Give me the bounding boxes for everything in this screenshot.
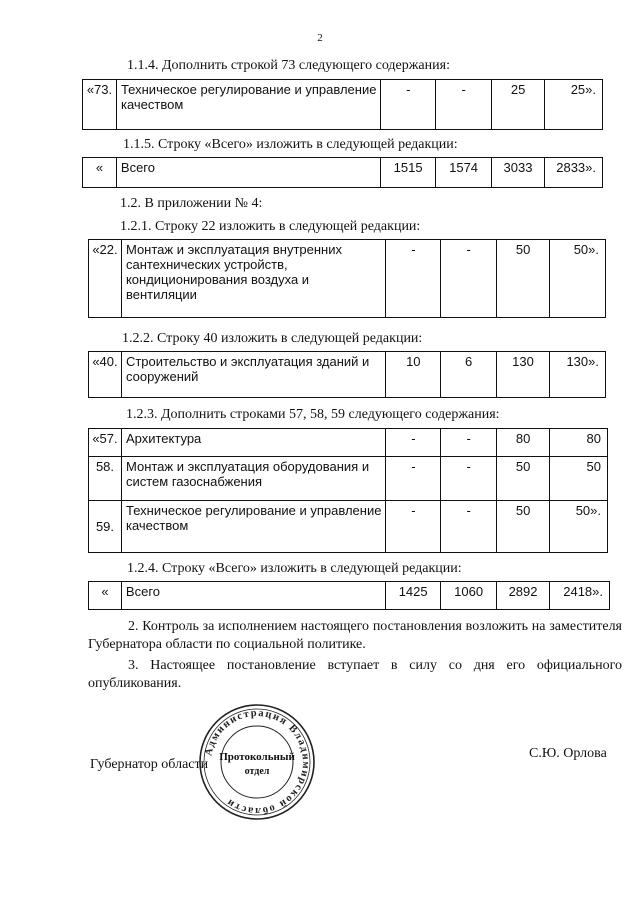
heading-1-1-5: 1.1.5. Строку «Всего» изложить в следующей редакции: [123,137,458,152]
table-row [83,80,603,130]
row-name: Архитектура [121,429,385,457]
signature-title: Губернатор области [90,757,209,772]
table-total-2 [88,581,610,610]
row-value-3: 2892 [497,582,550,610]
row-value-1: 10 [386,352,441,398]
row-value-2: - [441,501,497,553]
table-row [89,352,606,398]
row-value-2: - [441,457,497,501]
row-value-1: - [386,429,441,457]
row-value-1: - [386,501,441,553]
table-rows-57-59 [88,428,608,553]
row-value-3: 80 [497,429,550,457]
table-row [89,429,608,457]
row-number: «73. [83,80,117,130]
heading-1-2-2: 1.2.2. Строку 40 изложить в следующей редакции: [122,331,423,346]
row-value-4: 130». [549,352,605,398]
seal-center-line2: отдел [244,766,270,777]
table-row-22 [88,239,606,318]
row-value-3: 130 [497,352,550,398]
row-value-2: - [441,429,497,457]
row-name: Монтаж и эксплуатация внутренних сантехнических устройств, кондиционирования воздуха и вентиляции [121,240,386,318]
row-value-4: 50 [550,457,608,501]
row-name: Техническое регулирование и управление качеством [116,80,380,130]
seal-ring-text: Администрация Владимирской области [203,707,312,817]
row-number: «57. [89,429,122,457]
heading-1-2-3: 1.2.3. Дополнить строками 57, 58, 59 следующего содержания: [126,407,500,422]
row-value-4: 50». [550,501,608,553]
table-row [83,158,603,188]
table-total-1 [82,157,603,188]
row-value-4: 80 [550,429,608,457]
table-row [89,457,608,501]
row-value-4: 2418». [550,582,610,610]
row-value-1: 1425 [386,582,441,610]
row-name: Строительство и эксплуатация зданий и сооружений [121,352,385,398]
table-row [89,582,610,610]
row-value-1: - [386,240,441,318]
row-value-3: 50 [497,240,550,318]
seal-stamp [197,702,317,822]
heading-1-2-4: 1.2.4. Строку «Всего» изложить в следующей редакции: [127,561,462,576]
row-name: Монтаж и эксплуатация оборудования и систем газоснабжения [121,457,385,501]
table-row [89,240,606,318]
table-row [89,501,608,553]
row-value-2: 6 [441,352,497,398]
row-value-3: 50 [497,501,550,553]
page-number: 2 [317,32,323,44]
row-value-4: 25». [545,80,603,130]
row-value-1: 1515 [381,158,436,188]
row-number: « [89,582,122,610]
row-value-2: - [436,80,492,130]
seal-center-line1: Протокольный [219,751,295,763]
row-value-1: - [386,457,441,501]
signature-name: С.Ю. Орлова [529,746,607,761]
row-value-4: 50». [550,240,606,318]
table-row-40 [88,351,606,398]
row-value-4: 2833». [544,158,602,188]
paragraph-control: 2. Контроль за исполнением настоящего постановления возложить на заместителя Губернатора области по социальной политике. [88,619,622,652]
row-number: 59. [89,501,122,553]
row-value-2: 1060 [441,582,497,610]
row-number: «22. [89,240,122,318]
row-value-3: 50 [497,457,550,501]
row-number: « [83,158,117,188]
row-value-3: 3033 [492,158,545,188]
row-value-2: - [441,240,497,318]
row-value-1: - [381,80,436,130]
heading-1-2-1: 1.2.1. Строку 22 изложить в следующей редакции: [120,219,421,234]
row-number: «40. [89,352,122,398]
row-name: Всего [121,582,385,610]
table-row-73 [82,79,603,130]
heading-1-1-4: 1.1.4. Дополнить строкой 73 следующего содержания: [127,58,450,73]
row-value-3: 25 [492,80,545,130]
row-name: Всего [116,158,380,188]
heading-1-2: 1.2. В приложении № 4: [120,196,263,211]
row-number: 58. [89,457,122,501]
row-value-2: 1574 [436,158,492,188]
paragraph-effective: 3. Настоящее постановление вступает в силу со дня его официального опубликования. [88,658,622,691]
row-name: Техническое регулирование и управление качеством [121,501,385,553]
